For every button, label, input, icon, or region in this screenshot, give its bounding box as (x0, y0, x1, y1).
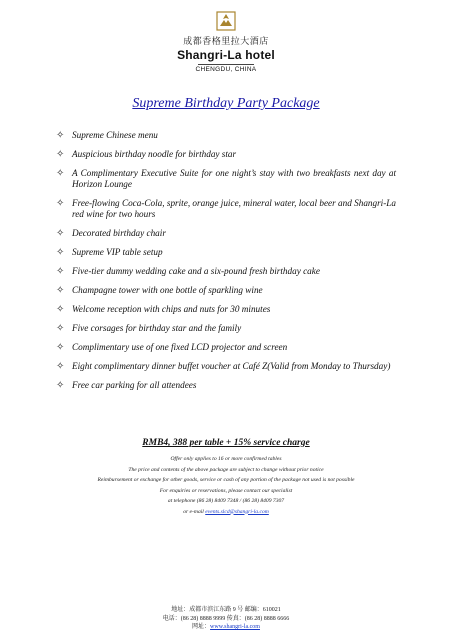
list-item (56, 266, 396, 277)
list-item-text: Decorated birthday chair (72, 228, 166, 238)
list-item (56, 380, 396, 391)
package-items-list (56, 130, 396, 391)
list-item (56, 168, 396, 190)
price-line (0, 438, 452, 448)
bullet-star-icon: ✧ (56, 168, 65, 179)
bullet-star-icon: ✧ (56, 266, 65, 277)
bullet-star-icon: ✧ (56, 304, 65, 315)
email-link[interactable]: events.slcd@shangri-la.com (205, 508, 269, 515)
list-item (56, 130, 396, 141)
list-item (56, 361, 396, 372)
email-prefix: or e-mail (183, 508, 206, 515)
list-item (56, 285, 396, 296)
page-footer (0, 606, 452, 632)
bullet-star-icon: ✧ (56, 130, 65, 141)
list-item-text: Complimentary use of one fixed LCD projector and screen (72, 342, 288, 352)
note-telephone: at telephone (86 28) 8409 7348 / (86 28) 8409 7307 (167, 498, 285, 504)
list-item-text: Eight complimentary dinner buffet voucher at Café Z(Valid from Monday to Thursday) (72, 361, 391, 371)
list-item (56, 304, 396, 315)
list-item (56, 342, 396, 353)
bullet-star-icon: ✧ (56, 323, 65, 334)
bullet-star-icon: ✧ (56, 285, 65, 296)
footer-website-line (0, 623, 452, 632)
list-item (56, 247, 396, 258)
list-item (56, 228, 396, 239)
list-item-text: Supreme Chinese menu (72, 130, 158, 140)
bullet-star-icon: ✧ (56, 149, 65, 160)
list-item-text: Free car parking for all attendees (72, 380, 197, 390)
note-price-change: The price and contents of the above package are subject to change without prior notice (128, 466, 324, 473)
list-item (56, 149, 396, 160)
page-title-text: Supreme Birthday Party Package (132, 96, 320, 111)
list-item-text: A Complimentary Executive Suite for one night’s stay with two breakfasts next day at Horizon Lounge (72, 168, 396, 189)
shangri-la-logo-icon (214, 10, 238, 32)
bullet-star-icon: ✧ (56, 247, 65, 258)
list-item-text: Five corsages for birthday star and the family (72, 323, 242, 333)
hotel-chinese-name: 成都香格里拉大酒店 (183, 36, 269, 46)
list-item-text: Free-flowing Coca-Cola, sprite, orange juice, mineral water, local beer and Shangri-La red wine for two hours (72, 198, 396, 219)
list-item-text: Champagne tower with one bottle of sparkling wine (72, 285, 263, 295)
list-item-text: Auspicious birthday noodle for birthday star (72, 149, 237, 159)
list-item-text: Five-tier dummy wedding cake and a six-pound fresh birthday cake (72, 266, 320, 276)
list-item-text: Supreme VIP table setup (72, 247, 163, 257)
website-prefix: 网址： (192, 624, 211, 630)
hotel-brand-name: Shangri-La hotel (177, 48, 275, 62)
list-item-text: Welcome reception with chips and nuts for 30 minutes (72, 304, 271, 314)
header-divider (198, 64, 254, 65)
page-title (0, 96, 452, 112)
note-no-reimbursement: Reimbursement or exchange for other goods, service or cash of any portion of the package not used is not possible (97, 477, 355, 483)
website-link[interactable]: www.shangri-la.com (210, 624, 260, 630)
bullet-star-icon: ✧ (56, 228, 65, 239)
terms-notes (40, 454, 412, 517)
bullet-star-icon: ✧ (56, 342, 65, 353)
bullet-star-icon: ✧ (56, 361, 65, 372)
bullet-star-icon: ✧ (56, 380, 65, 391)
hotel-header (0, 10, 452, 73)
note-email-line (40, 507, 412, 518)
note-minimum-tables: Offer only applies to 16 or more confirmed tables (170, 456, 282, 462)
price-text: RMB4, 388 per table + 15% service charge (142, 438, 310, 448)
footer-phone-fax: 电话：(86 28) 8888 9999 传真：(86 28) 8888 6666 (162, 615, 290, 622)
hotel-city: CHENGDU, CHINA (195, 66, 257, 73)
note-enquiries: For enquiries or reservations, please contact our specialist (159, 487, 293, 494)
footer-address: 地址：成都市滨江东路 9 号 邮编：610021 (171, 607, 281, 613)
list-item (56, 323, 396, 334)
list-item (56, 198, 396, 220)
bullet-star-icon: ✧ (56, 198, 65, 209)
